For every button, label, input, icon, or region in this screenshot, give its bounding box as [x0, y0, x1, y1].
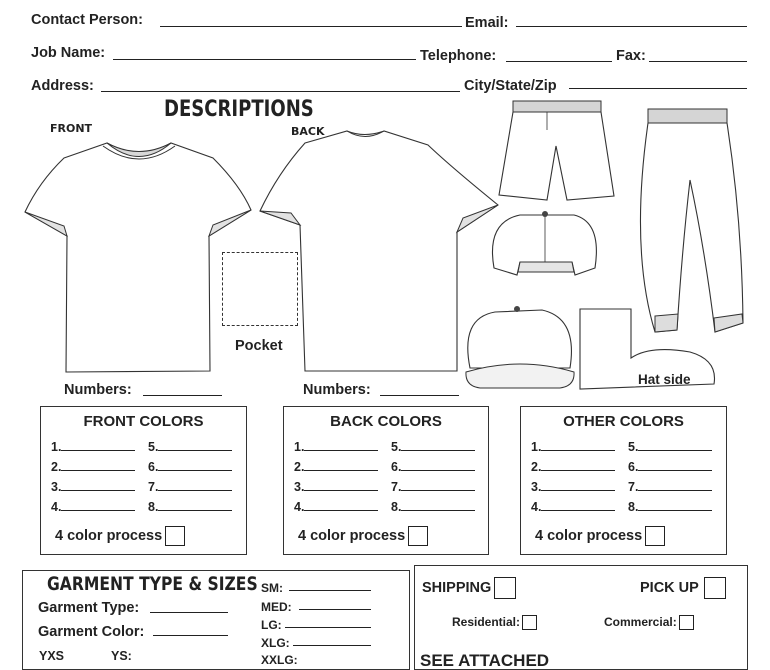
garment-type-label: Garment Type: — [38, 600, 140, 616]
color-slot[interactable]: 7. — [391, 479, 475, 494]
garment-color-field[interactable] — [153, 635, 228, 636]
size-yxs-label: YXS — [39, 649, 65, 663]
size-xlg-field[interactable] — [293, 645, 371, 646]
color-slot[interactable]: 3. — [531, 479, 615, 494]
color-slot[interactable]: 4. — [294, 499, 378, 514]
color-slot[interactable]: 1. — [294, 439, 378, 454]
color-slot[interactable]: 2. — [51, 459, 135, 474]
four-color-process-checkbox[interactable] — [408, 526, 428, 546]
commercial-label: Commercial: — [604, 615, 677, 629]
four-color-process — [535, 526, 665, 546]
size-med-label: MED: — [261, 600, 292, 614]
four-color-process — [55, 526, 185, 546]
see-attached-label: SEE ATTACHED — [420, 651, 550, 670]
size-ys-label: YS: — [111, 649, 132, 663]
color-slot[interactable]: 4. — [531, 499, 615, 514]
color-slot[interactable]: 1. — [531, 439, 615, 454]
front-numbers-field[interactable] — [143, 395, 222, 396]
back-numbers-label: Numbers: — [303, 382, 371, 398]
front-label: FRONT — [50, 122, 93, 135]
pickup-option — [640, 577, 726, 599]
email-label: Email: — [465, 15, 509, 31]
four-color-process-label: 4 color process — [298, 528, 406, 544]
color-slot[interactable]: 5. — [628, 439, 712, 454]
color-slot[interactable]: 2. — [531, 459, 615, 474]
back-numbers-field[interactable] — [380, 395, 459, 396]
descriptions-title: DESCRIPTIONS — [164, 97, 314, 122]
color-slot[interactable]: 6. — [628, 459, 712, 474]
back-colors-title: BACK COLORS — [330, 413, 442, 430]
color-slot[interactable]: 6. — [148, 459, 232, 474]
fax-label: Fax: — [616, 48, 646, 64]
color-slot[interactable]: 8. — [391, 499, 475, 514]
size-xlg-label: XLG: — [261, 636, 290, 650]
front-numbers-label: Numbers: — [64, 382, 132, 398]
front-colors-box — [40, 406, 247, 555]
four-color-process-checkbox[interactable] — [645, 526, 665, 546]
color-slot[interactable]: 1. — [51, 439, 135, 454]
telephone-label: Telephone: — [420, 48, 497, 64]
size-sm-field[interactable] — [289, 590, 371, 591]
garment-box — [22, 570, 410, 670]
color-slot[interactable]: 3. — [51, 479, 135, 494]
color-slot[interactable]: 4. — [51, 499, 135, 514]
color-slot[interactable]: 7. — [628, 479, 712, 494]
front-colors-title: FRONT COLORS — [83, 413, 204, 430]
four-color-process-label: 4 color process — [535, 528, 643, 544]
garment-type-field[interactable] — [150, 612, 228, 613]
color-slot[interactable]: 8. — [148, 499, 232, 514]
four-color-process-label: 4 color process — [55, 528, 163, 544]
residential-checkbox[interactable] — [522, 615, 537, 630]
color-slot[interactable]: 6. — [391, 459, 475, 474]
color-slot[interactable]: 5. — [391, 439, 475, 454]
residential-label: Residential: — [452, 615, 521, 629]
shipping-checkbox[interactable] — [494, 577, 516, 599]
garment-title: GARMENT TYPE & SIZES — [47, 573, 258, 595]
size-xxlg-label: XXLG: — [261, 653, 298, 667]
color-slot[interactable]: 8. — [628, 499, 712, 514]
hat-side-label: Hat side — [638, 372, 691, 387]
other-colors-box — [520, 406, 727, 555]
job-name-label: Job Name: — [31, 45, 106, 61]
pickup-checkbox[interactable] — [704, 577, 726, 599]
pickup-label: PICK UP — [640, 580, 699, 596]
other-colors-title: OTHER COLORS — [563, 413, 684, 430]
four-color-process-checkbox[interactable] — [165, 526, 185, 546]
address-label: Address: — [31, 78, 94, 94]
four-color-process — [298, 526, 428, 546]
color-slot[interactable]: 3. — [294, 479, 378, 494]
contact-person-label: Contact Person: — [31, 12, 143, 28]
back-label: BACK — [291, 125, 325, 138]
color-slot[interactable]: 5. — [148, 439, 232, 454]
commercial-option — [604, 613, 694, 631]
shipping-label: SHIPPING — [422, 580, 492, 596]
size-lg-label: LG: — [261, 618, 282, 632]
back-colors-box — [283, 406, 489, 555]
shipping-box — [414, 565, 748, 670]
commercial-checkbox[interactable] — [679, 615, 694, 630]
garment-color-label: Garment Color: — [38, 624, 145, 640]
color-slot[interactable]: 2. — [294, 459, 378, 474]
residential-option — [452, 613, 537, 631]
color-slot[interactable]: 7. — [148, 479, 232, 494]
size-lg-field[interactable] — [285, 627, 371, 628]
pocket-label: Pocket — [235, 338, 283, 354]
city-state-zip-label: City/State/Zip — [464, 78, 557, 94]
size-med-field[interactable] — [299, 609, 371, 610]
shipping-option — [422, 577, 516, 599]
size-sm-label: SM: — [261, 581, 283, 595]
